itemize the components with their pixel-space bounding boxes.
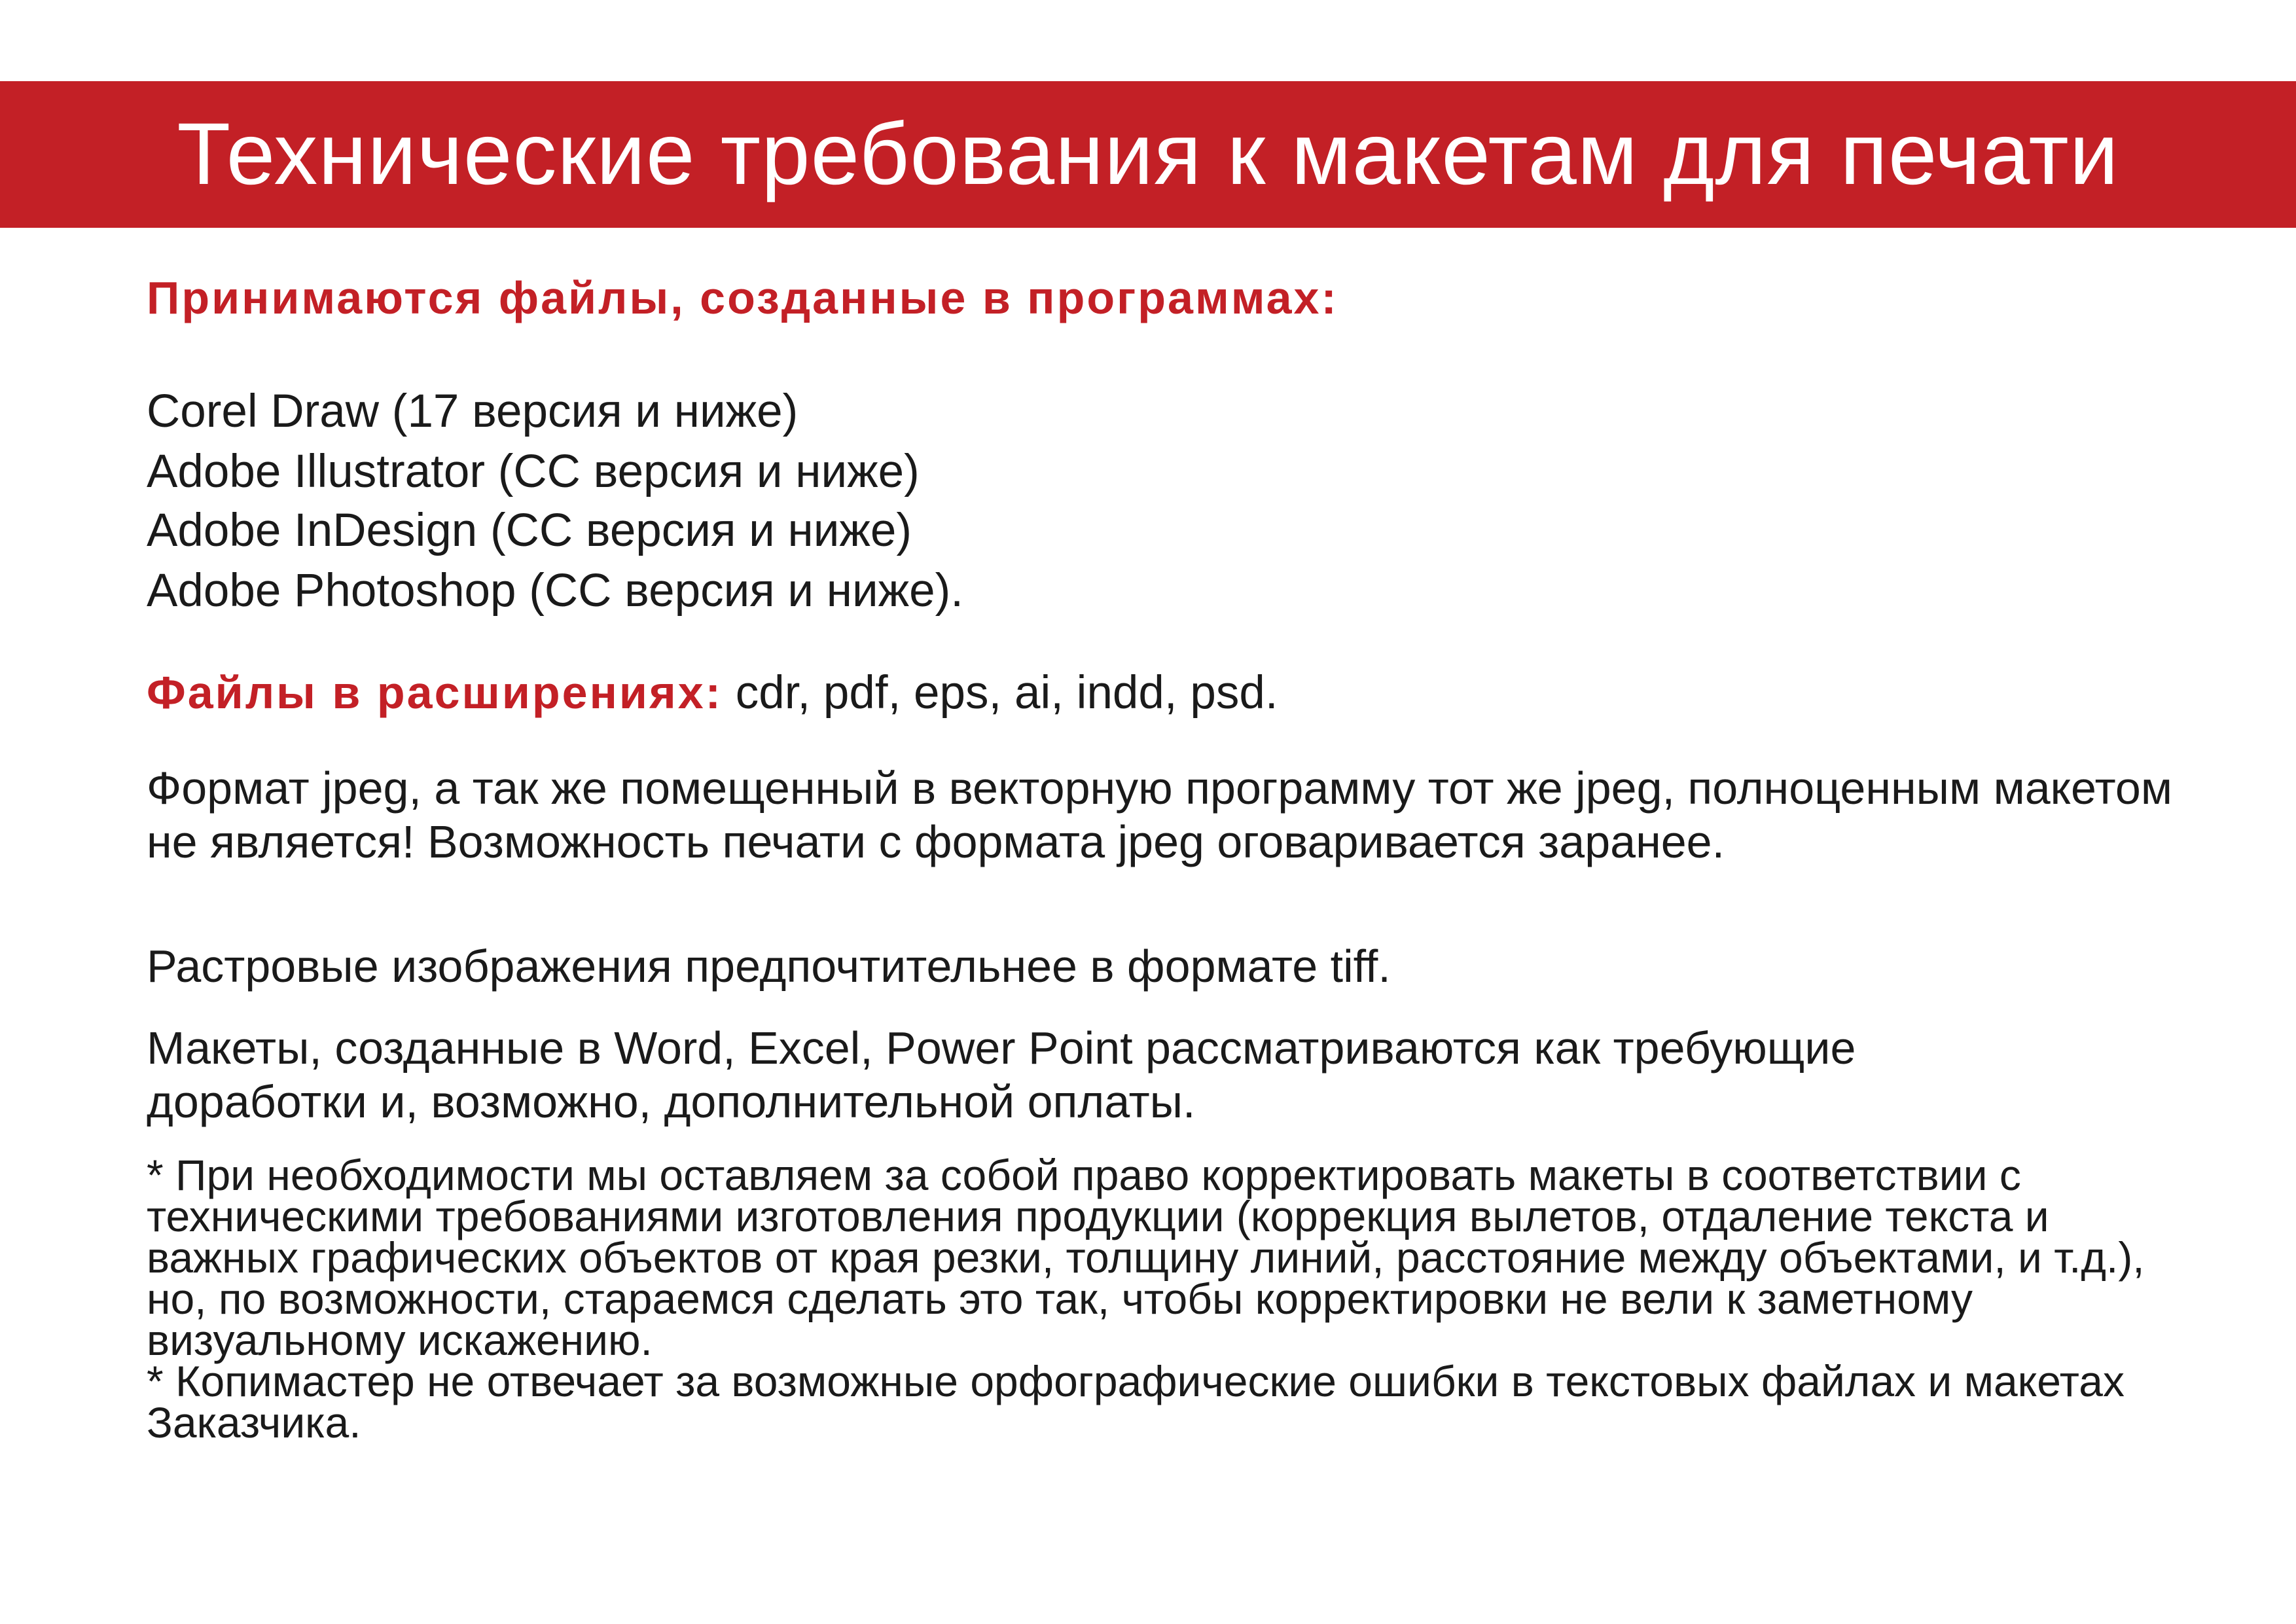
note-corrections: * При необходимости мы оставляем за собой право корректировать макеты в соответствии с техническими требованиями изготовления продукции (коррекция вылетов, отдаление текста и важных графических объектов от края резки, толщину линий, расстояние между объектами, и т.д.), но, по возможности, стараемся сделать это так, чтобы корректировки не вели к заметному визуальному искажению.: [147, 1151, 2145, 1364]
program-item: Adobe InDesign (CC версия и ниже): [147, 505, 912, 556]
program-item: Adobe Illustrator (CC версия и ниже): [147, 446, 920, 497]
extensions-label: Файлы в расширениях:: [147, 667, 723, 718]
program-item: Corel Draw (17 версия и ниже): [147, 386, 798, 437]
header-banner: [0, 81, 2296, 228]
raster-paragraph: Растровые изображения предпочтительнее в формате tiff.: [147, 941, 1391, 992]
extensions-line: [147, 662, 2202, 723]
program-item: Adobe Photoshop (CC версия и ниже).: [147, 565, 964, 617]
extensions-value: cdr, pdf, eps, ai, indd, psd.: [722, 667, 1278, 719]
office-paragraph: Макеты, созданные в Word, Excel, Power Point рассматриваются как требующие доработки и, возможно, дополнительной оплаты.: [147, 1022, 1856, 1127]
page-title: Технические требования к макетам для печати: [177, 105, 2119, 203]
note-spelling: * Копимастер не отвечает за возможные орфографические ошибки в текстовых файлах и макетах Заказчика.: [147, 1357, 2125, 1447]
programs-heading: Принимаются файлы, созданные в программах:: [147, 272, 1338, 323]
jpeg-paragraph: Формат jpeg, а так же помещенный в векторную программу тот же jpeg, полноценным макетом не является! Возможность печати с формата jpeg оговаривается заранее.: [147, 763, 2172, 867]
